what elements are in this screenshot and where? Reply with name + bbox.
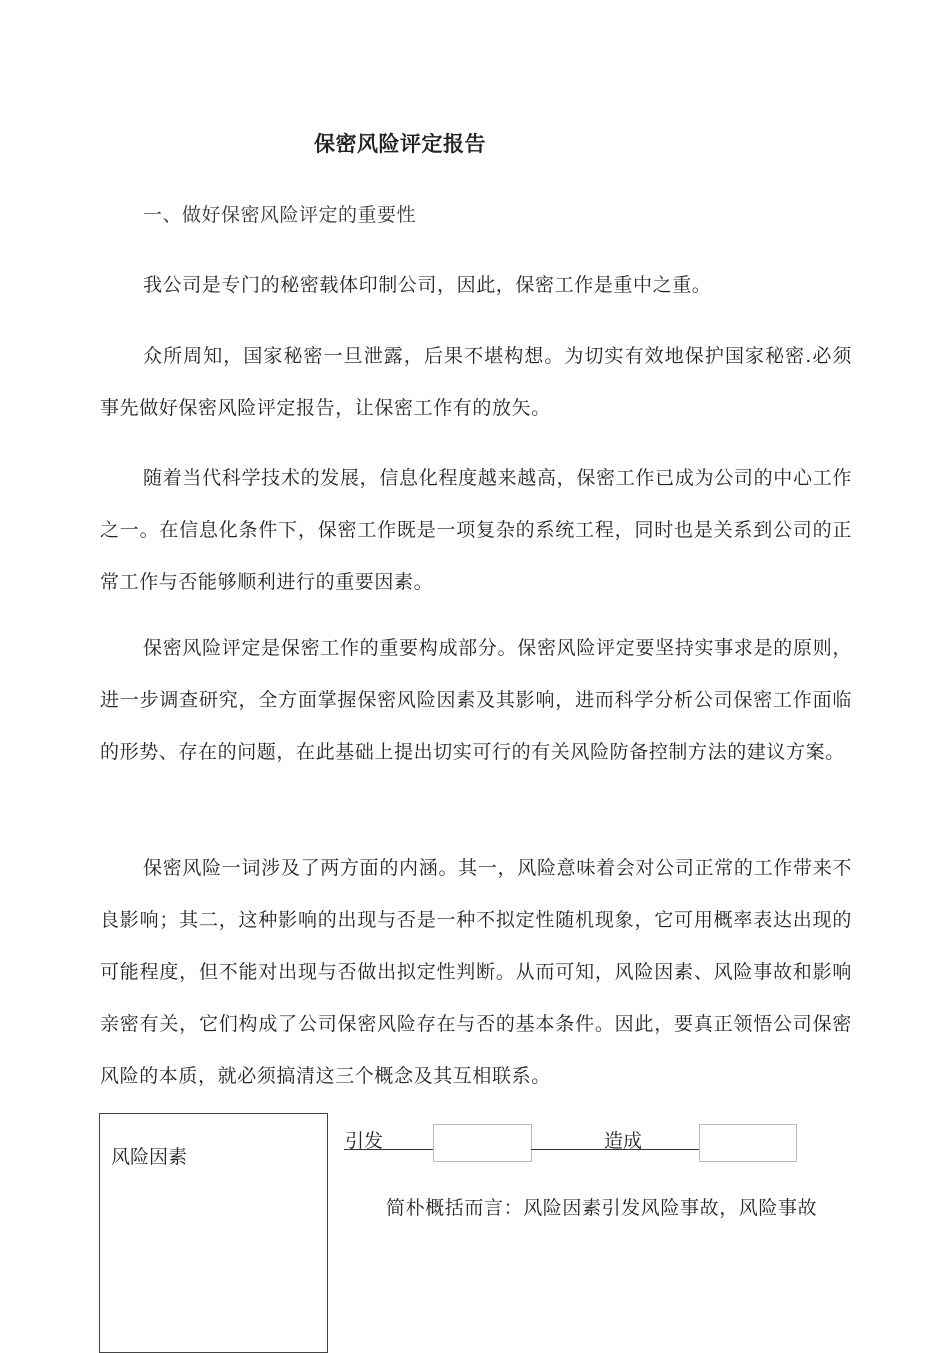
section-heading: 一、做好保密风险评定的重要性 bbox=[143, 204, 417, 226]
connector-line-1 bbox=[344, 1149, 434, 1150]
document-title: 保密风险评定报告 bbox=[314, 131, 486, 156]
summary-text: 简朴概括而言：风险因素引发风险事故，风险事故 bbox=[386, 1197, 818, 1219]
paragraph-4: 保密风险评定是保密工作的重要构成部分。保密风险评定要坚持实事求是的原则，进一步调查研究，全方面掌握保密风险因素及其影响，进而科学分析公司保密工作面临的形势、存在的问题，在此基础上提出切实可行的有关风险防备控制方法的建议方案。 bbox=[100, 637, 852, 763]
paragraph-3: 随着当代科学技术的发展，信息化程度越来越高，保密工作已成为公司的中心工作之一。在信息化条件下，保密工作既是一项复杂的系统工程，同时也是关系到公司的正常工作与否能够顺利进行的重要因素。 bbox=[100, 467, 852, 593]
paragraph-2: 众所周知，国家秘密一旦泄露，后果不堪构想。为切实有效地保护国家秘密.必须事先做好保密风险评定报告，让保密工作有的放矢。 bbox=[100, 345, 852, 419]
paragraph-1: 我公司是专门的秘密载体印制公司，因此，保密工作是重中之重。 bbox=[143, 274, 712, 296]
arrow-label-cause: 造成 bbox=[604, 1130, 643, 1152]
arrow-label-trigger: 引发 bbox=[345, 1130, 384, 1152]
risk-accident-box bbox=[433, 1124, 532, 1162]
risk-factor-label: 风险因素 bbox=[111, 1146, 188, 1168]
paragraph-5: 保密风险一词涉及了两方面的内涵。其一，风险意味着会对公司正常的工作带来不良影响；其二，这种影响的出现与否是一种不拟定性随机现象，它可用概率表达出现的可能程度，但不能对出现与否做出拟定性判断。从而可知，风险因素、风险事故和影响亲密有关，它们构成了公司保密风险存在与否的基本条件。因此，要真正领悟公司保密风险的本质，就必须搞清这三个概念及其互相联系。 bbox=[100, 857, 852, 1087]
risk-factor-box bbox=[99, 1113, 328, 1353]
impact-box bbox=[699, 1124, 797, 1162]
